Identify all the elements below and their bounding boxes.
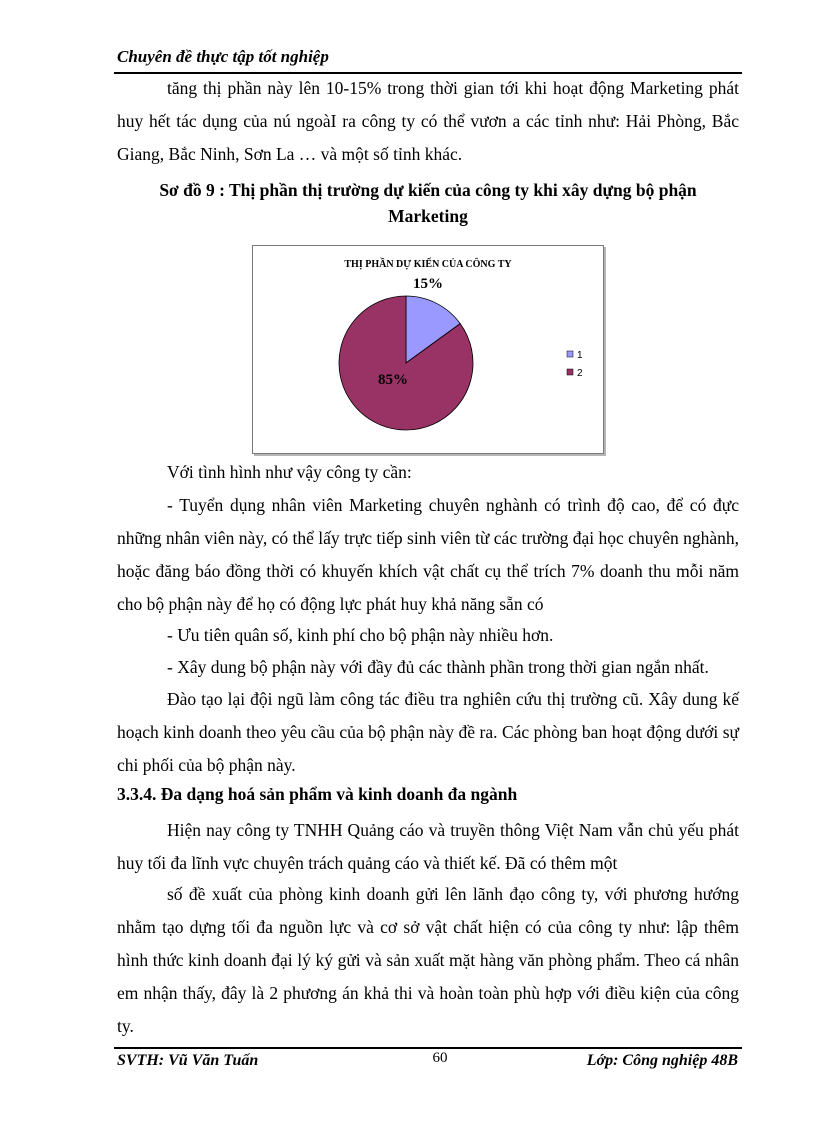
footer-divider <box>114 1047 742 1049</box>
chart-title: THỊ PHẦN DỰ KIẾN CỦA CÔNG TY <box>344 259 512 270</box>
paragraph-training: Đào tạo lại đội ngũ làm công tác điều tra nghiên cứu thị trường cũ. Xây dung kế hoạch kinh doanh theo yêu cầu của bộ phận này đề ra. Các phòng ban hoạt động dưới sự chi phối của bộ phận này. <box>117 689 739 775</box>
legend-label-1: 1 <box>577 350 583 361</box>
footer-class: Lớp: Công nghiệp 48B <box>586 1052 738 1069</box>
pie-data-label-1: 15% <box>413 276 443 292</box>
paragraph-proposals: số đề xuất của phòng kinh doanh gửi lên lãnh đạo công ty, với phương hướng nhằm tạo dựng tối đa nguồn lực và cơ sở vật chất hiện có của công ty như: lập thêm hình thức kinh doanh đại lý ký gửi và sản xuất mặt hàng văn phòng phẩm. Theo cá nhân em nhận thấy, đây là 2 phương án khả thi và hoàn toàn phù hợp với điều kiện của công ty. <box>117 884 739 1036</box>
document-header-title: Chuyên đề thực tập tốt nghiệp <box>117 47 329 66</box>
footer-author: SVTH: Vũ Văn Tuấn <box>117 1052 259 1069</box>
section-heading: 3.3.4. Đa dạng hoá sản phẩm và kinh doanh đa ngành <box>117 784 518 804</box>
page-number: 60 <box>432 1050 448 1066</box>
legend-label-2: 2 <box>577 368 583 379</box>
figure-caption-line-2: Marketing <box>388 206 468 226</box>
paragraph-recruitment: - Tuyển dụng nhân viên Marketing chuyên nghành có trình độ cao, để có đực những nhân viên này, có thể lấy trực tiếp sinh viên từ các trường đại học chuyên nghành, hoặc đăng báo đồng thời có khuyến khích vật chất cụ thể trích 7% doanh thu mỗi năm cho bộ phận này để họ có động lực phát huy khả năng sẵn có <box>117 495 739 614</box>
legend-swatch-2 <box>567 369 573 375</box>
pie-chart <box>253 246 603 453</box>
paragraph-build-department: - Xây dung bộ phận này với đầy đủ các thành phần trong thời gian ngắn nhất. <box>167 657 709 677</box>
paragraph-requirements-intro: Với tình hình như vậy công ty cần: <box>167 462 412 482</box>
figure-caption-line-1: Sơ đồ 9 : Thị phần thị trường dự kiến của công ty khi xây dựng bộ phận <box>159 180 697 200</box>
paragraph-diversification: Hiện nay công ty TNHH Quảng cáo và truyền thông Việt Nam vẫn chủ yếu phát huy tối đa lĩnh vực chuyên trách quảng cáo và thiết kế. Đã có thêm một <box>117 820 739 873</box>
pie-chart-frame <box>252 245 604 454</box>
pie-data-label-2: 85% <box>378 372 408 388</box>
legend-swatch-1 <box>567 351 573 357</box>
paragraph-market-expansion: tăng thị phần này lên 10-15% trong thời gian tới khi hoạt động Marketing phát huy hết tác dụng của nú ngoàI ra công ty có thể vươn a các tỉnh như: Hải Phòng, Bắc Giang, Bắc Ninh, Sơn La … và một số tỉnh khác. <box>117 78 739 164</box>
paragraph-priority: - Ưu tiên quân số, kinh phí cho bộ phận này nhiều hơn. <box>167 625 554 645</box>
